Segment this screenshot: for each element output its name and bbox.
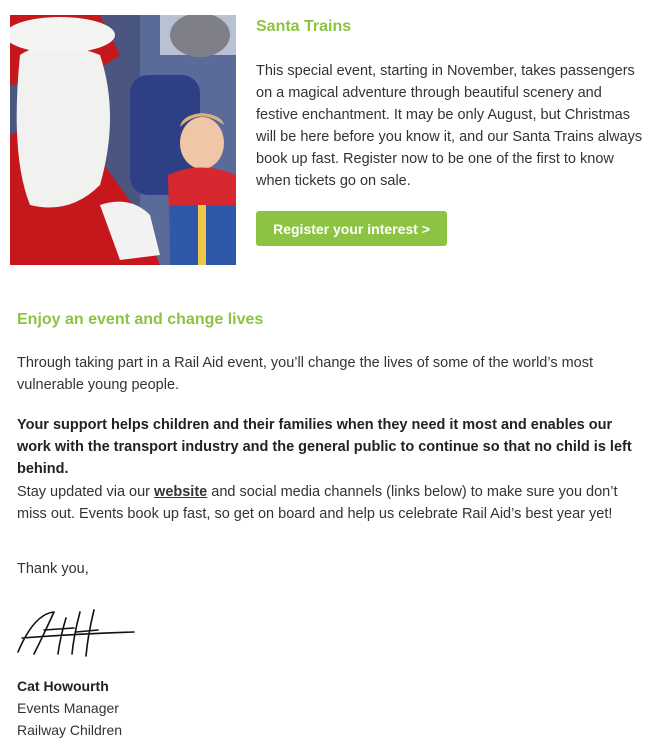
stay-updated-text-start: Stay updated via our: [17, 484, 155, 500]
santa-trains-title: Santa Trains: [256, 18, 352, 35]
website-link[interactable]: website: [154, 484, 208, 500]
thank-you-text: Thank you,: [17, 561, 89, 577]
signature-image: [14, 604, 139, 662]
enjoy-event-title: Enjoy an event and change lives: [17, 311, 264, 328]
santa-trains-description: This special event, starting in November, takes passengers on a magical adventure through beautiful scenery and festive enchantment. It may be only August, but Christmas will be here before you know it, and our Santa Trains always book up fast. Register now to be one of the first to know when tickets go on sale.: [256, 63, 643, 189]
signer-organization: Railway Children: [17, 722, 123, 738]
santa-photo: [10, 15, 236, 265]
stay-updated-text-end: and social media channels (links below) to make sure you don’t miss out. Events book up fast, so get on board and help us celebrate Rail Aid’s best year yet!: [17, 484, 618, 522]
support-paragraph: Your support helps children and their families when they need it most and enables our work with the transport industry and the general public to continue so that no child is left behind.: [17, 417, 632, 477]
intro-paragraph: Through taking part in a Rail Aid event, you’ll change the lives of some of the world’s most vulnerable young people.: [17, 355, 594, 393]
signer-role: Events Manager: [17, 700, 119, 716]
signer-name: Cat Howourth: [17, 678, 109, 694]
stay-updated-paragraph: [17, 481, 637, 525]
register-interest-button[interactable]: Register your interest >: [256, 211, 447, 246]
